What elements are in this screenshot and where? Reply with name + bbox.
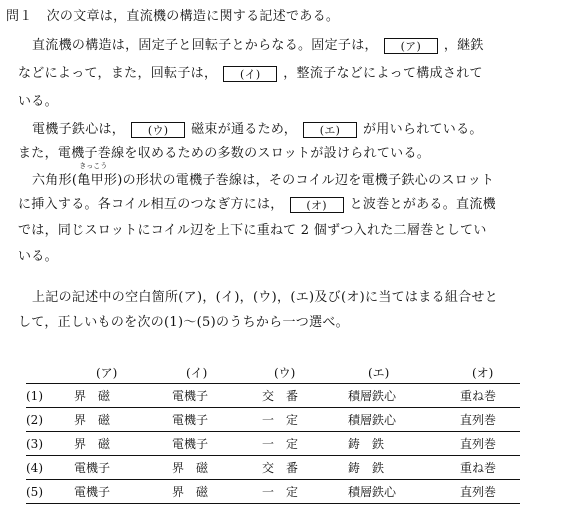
para-line-7: [18, 194, 496, 216]
para-line-9: [18, 246, 58, 268]
table-row: [26, 408, 520, 432]
table-cell: 電機子: [172, 432, 262, 456]
ruby-reading: きっこう: [79, 162, 108, 170]
table-header: (エ): [368, 365, 390, 380]
table-row: [26, 456, 520, 480]
table-header: [26, 361, 74, 384]
question-number: 問１: [6, 9, 33, 24]
ruby-kanji: [77, 162, 108, 192]
table-header: (ウ): [274, 365, 296, 380]
table-row: [26, 480, 520, 504]
table-cell: 電機子: [74, 456, 172, 480]
para-line-2: [18, 63, 483, 85]
table-cell: 一 定: [262, 408, 348, 432]
table-cell: 界 磁: [74, 432, 172, 456]
table-cell: 積層鉄心: [348, 480, 460, 504]
para-text: 甲形)の形状の電機子巻線は，そのコイル辺を電機子鉄心のスロット: [90, 173, 495, 188]
para-text: いる。: [18, 249, 58, 264]
para-text: に挿入する。各コイル相互のつなぎ方には，: [18, 197, 284, 212]
instruction-text: 上記の記述中の空白箇所(ア)，(イ)，(ウ)，(エ)及び(オ)に当てはまる組合せと: [32, 290, 499, 305]
para-line-1: [32, 35, 484, 57]
para-text: また，電機子巻線を収めるための多数のスロットが設けられている。: [18, 146, 431, 161]
instruction-text: して，正しいものを次の(1)～(5)のうちから一つ選べ。: [18, 315, 349, 330]
para-text: などによって，また，回転子は，: [18, 66, 218, 81]
table-header: (オ): [472, 365, 494, 380]
para-text: 直流機の構造は，固定子と回転子とからなる。固定子は，: [32, 38, 378, 53]
table-cell: 一 定: [262, 480, 348, 504]
para-text: 六角形(: [32, 173, 78, 188]
table-header: (イ): [186, 365, 208, 380]
question-line: [6, 6, 339, 28]
table-cell: (2): [26, 408, 74, 432]
table-header: (ア): [96, 365, 118, 380]
table-cell: 界 磁: [74, 408, 172, 432]
table-row: [26, 384, 520, 408]
table-cell: 電機子: [172, 384, 262, 408]
table-cell: 電機子: [74, 480, 172, 504]
para-line-6: [32, 162, 495, 192]
instruction-line-2: [18, 312, 349, 334]
table-cell: 界 磁: [172, 480, 262, 504]
table-header-row: [26, 361, 520, 384]
para-text: ，整流子などによって構成されて: [283, 66, 483, 81]
table-cell: 界 磁: [74, 384, 172, 408]
para-line-4: [32, 119, 483, 141]
answer-table: [26, 361, 520, 504]
para-text: ，継鉄: [443, 38, 484, 53]
table-row: [26, 432, 520, 456]
table-cell: 界 磁: [172, 456, 262, 480]
blank-box-a: (ア): [384, 38, 438, 54]
table-cell: 電機子: [172, 408, 262, 432]
table-cell: 積層鉄心: [348, 408, 460, 432]
table-cell: (1): [26, 384, 74, 408]
table-cell: (4): [26, 456, 74, 480]
table-cell: 交 番: [262, 384, 348, 408]
para-text: 磁束が通るため，: [191, 122, 297, 137]
table-cell: 重ね巻: [460, 456, 520, 480]
question-intro: 次の文章は，直流機の構造に関する記述である。: [46, 9, 340, 24]
para-text: 亀: [77, 173, 91, 188]
table-cell: 直列巻: [460, 432, 520, 456]
para-text: と波巻とがある。直流機: [349, 197, 496, 212]
table-cell: (3): [26, 432, 74, 456]
blank-box-e: (エ): [303, 122, 357, 138]
para-text: いる。: [18, 94, 58, 109]
blank-box-o: (オ): [290, 197, 344, 213]
table-cell: 鋳 鉄: [348, 432, 460, 456]
table-cell: 重ね巻: [460, 384, 520, 408]
blank-box-u: (ウ): [131, 122, 185, 138]
table-cell: 直列巻: [460, 480, 520, 504]
para-text: 電機子鉄心は，: [32, 122, 126, 137]
para-text: が用いられている。: [363, 122, 483, 137]
para-text: では，同じスロットにコイル辺を上下に重ねて 2 個ずつ入れた二層巻としてい: [18, 223, 487, 238]
instruction-line-1: [32, 287, 498, 309]
table-cell: 一 定: [262, 432, 348, 456]
table-cell: 直列巻: [460, 408, 520, 432]
blank-box-i: (イ): [223, 66, 277, 82]
table-cell: 鋳 鉄: [348, 456, 460, 480]
table-cell: 交 番: [262, 456, 348, 480]
table-cell: 積層鉄心: [348, 384, 460, 408]
table-cell: (5): [26, 480, 74, 504]
para-line-3: [18, 91, 58, 113]
para-line-8: [18, 220, 487, 242]
